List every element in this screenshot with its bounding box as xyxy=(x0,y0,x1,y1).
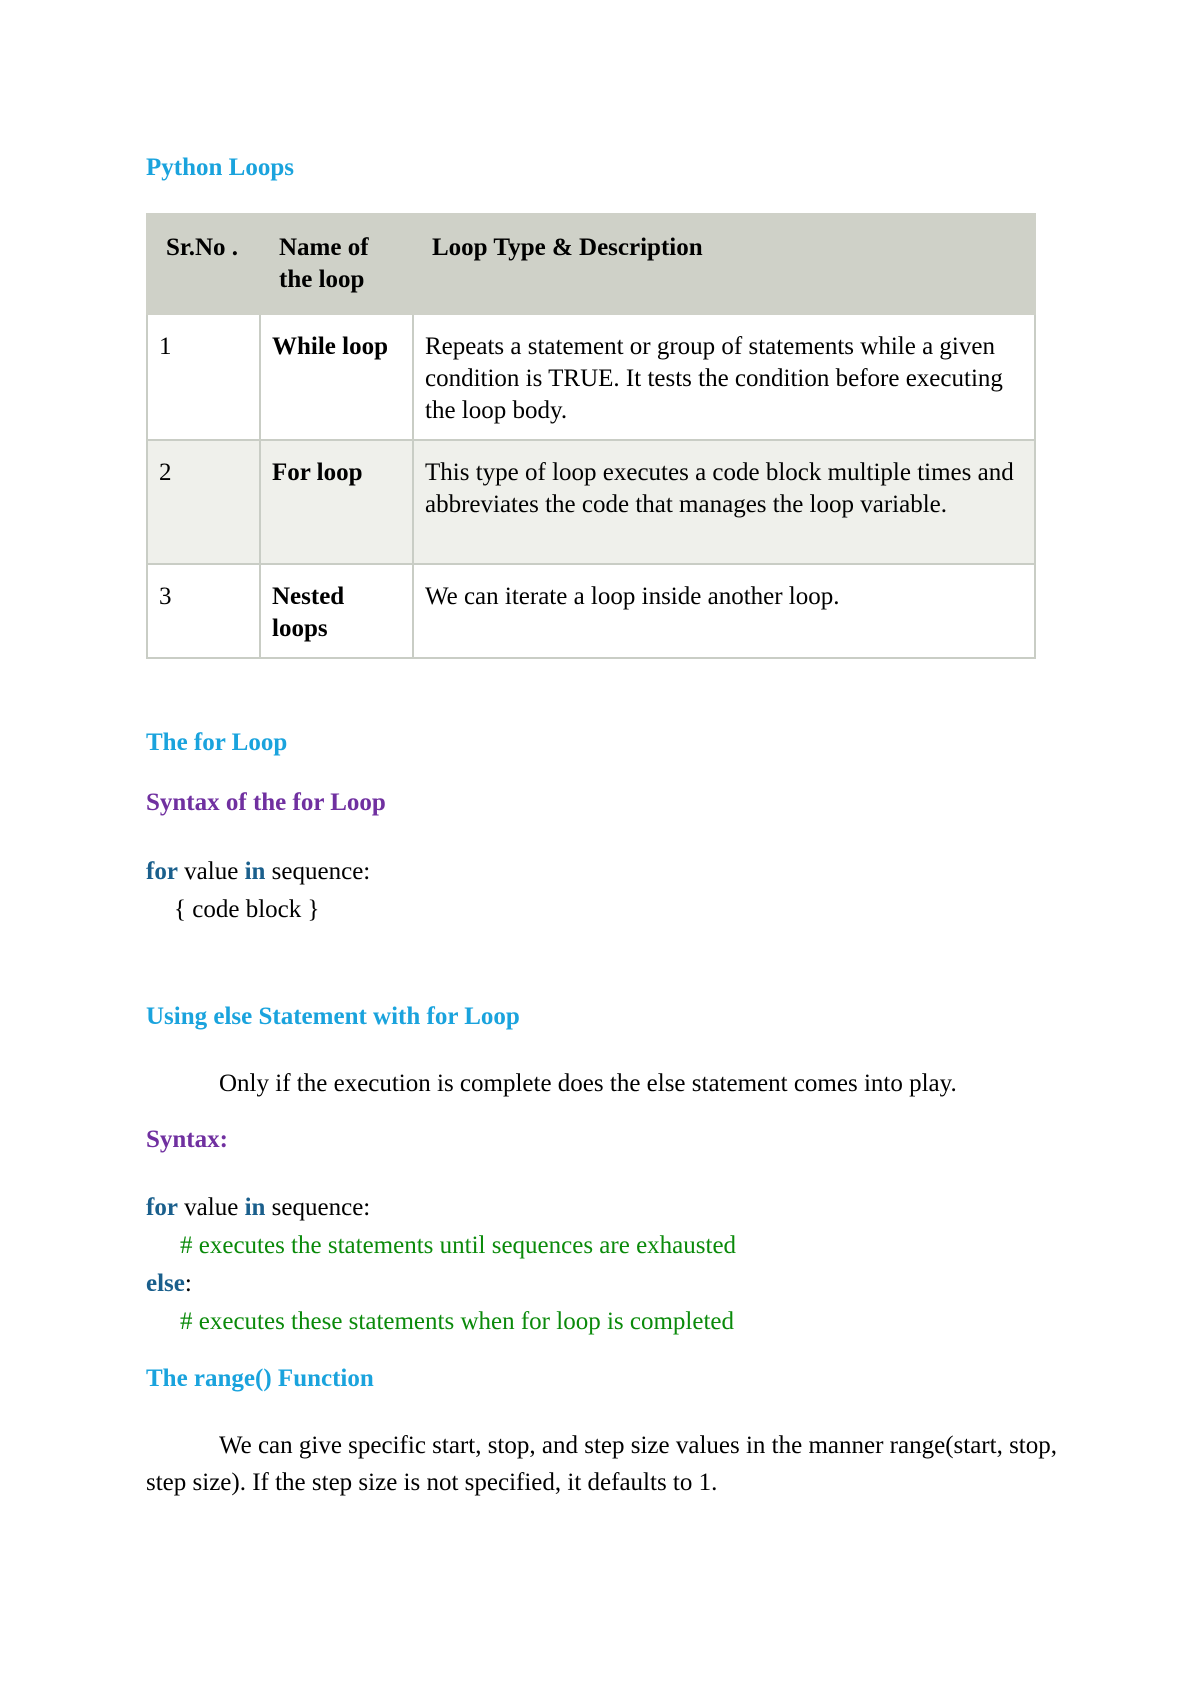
for-loop-syntax-heading: Syntax of the for Loop xyxy=(146,789,386,816)
table-row xyxy=(147,314,1035,440)
row-loop-name: Nested loops xyxy=(260,564,413,658)
row-loop-name: For loop xyxy=(260,440,413,564)
row-description: This type of loop executes a code block multiple times and abbreviates the code that manages the loop variable. xyxy=(413,440,1035,564)
row-number: 1 xyxy=(147,314,260,440)
code-text: value xyxy=(177,1194,245,1221)
code-text: sequence: xyxy=(265,858,371,885)
for-loop-heading: The for Loop xyxy=(146,729,288,756)
keyword-for: for xyxy=(146,858,178,885)
row-loop-name: While loop xyxy=(260,314,413,440)
row-description: We can iterate a loop inside another loop. xyxy=(413,564,1035,658)
keyword-in: in xyxy=(244,1194,266,1221)
table-row xyxy=(147,440,1035,564)
for-loop-code-block xyxy=(146,853,370,929)
code-line xyxy=(146,1265,736,1303)
keyword-for: for xyxy=(146,1194,178,1221)
code-comment: # executes the statements until sequences are exhausted xyxy=(180,1232,737,1259)
code-comment: # executes these statements when for loop is completed xyxy=(180,1308,735,1335)
row-number: 2 xyxy=(147,440,260,564)
code-text: value xyxy=(177,858,245,885)
code-text: sequence: xyxy=(265,1194,371,1221)
header-loop-description: Loop Type & Description xyxy=(413,214,1035,314)
code-text: : xyxy=(184,1270,192,1297)
code-line: { code block } xyxy=(174,896,320,923)
table-row xyxy=(147,564,1035,658)
table-header-row xyxy=(147,214,1035,314)
row-number: 3 xyxy=(147,564,260,658)
loops-table xyxy=(146,213,1036,659)
page-title: Python Loops xyxy=(146,154,294,181)
else-statement-heading: Using else Statement with for Loop xyxy=(146,1003,520,1030)
range-function-heading: The range() Function xyxy=(146,1365,374,1392)
keyword-in: in xyxy=(244,858,266,885)
keyword-else: else xyxy=(146,1270,185,1297)
for-else-code-block xyxy=(146,1189,736,1341)
code-line xyxy=(146,853,370,891)
row-description: Repeats a statement or group of statements while a given condition is TRUE. It tests the condition before executing the loop body. xyxy=(413,314,1035,440)
range-description: We can give specific start, stop, and step size values in the manner range(start, stop, step size). If the step size is not specified, it defaults to 1. xyxy=(146,1432,1057,1496)
header-sr-no: Sr.No . xyxy=(147,214,260,314)
header-loop-name: Name of the loop xyxy=(260,214,413,314)
else-description: Only if the execution is complete does the else statement comes into play. xyxy=(219,1070,957,1097)
else-syntax-heading: Syntax: xyxy=(146,1126,228,1153)
code-line xyxy=(146,1189,736,1227)
